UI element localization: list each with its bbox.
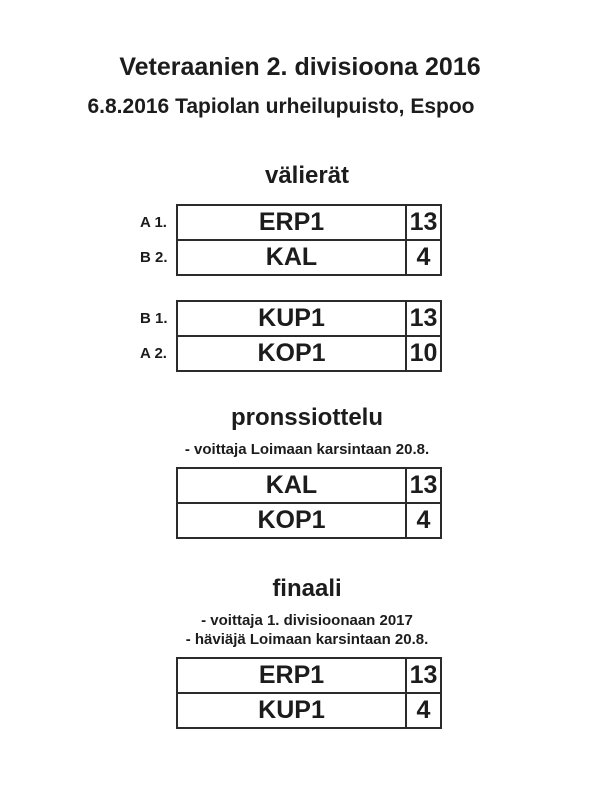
team-name-cell: KOP1 [178,504,407,537]
match-row-box [176,239,442,276]
team-name-cell: KAL [178,469,407,502]
match-row-box [176,657,442,694]
match-row [0,657,600,694]
section-heading: finaali [272,575,342,602]
match-row [0,204,600,241]
match-row-box [176,502,442,539]
seed-label: B 2. [140,249,168,266]
match-row [0,502,600,539]
team-name-cell: ERP1 [178,206,407,239]
section-heading: välierät [264,162,350,189]
bracket-section [0,162,600,372]
match-table [0,204,600,276]
match-table [0,657,600,729]
section-note: - häviäjä Loimaan karsintaan 20.8. [185,631,429,648]
match-row [0,239,600,276]
match-row [0,692,600,729]
score-cell: 4 [416,506,431,534]
page-subtitle: 6.8.2016 Tapiolan urheilupuisto, Espoo [87,95,475,118]
team-name-cell: ERP1 [178,659,407,692]
team-name-cell: KAL [178,241,407,274]
match-row [0,335,600,372]
match-row-box [176,300,442,337]
match-row-box [176,335,442,372]
match-row-box [176,692,442,729]
seed-label [140,657,176,694]
bracket-section [0,404,600,539]
match-row-box [176,204,442,241]
score-cell: 10 [409,339,438,367]
section-matches [0,204,600,372]
team-name-cell: KUP1 [178,694,407,727]
section-note: - voittaja Loimaan karsintaan 20.8. [184,441,430,458]
section-heading: pronssiottelu [230,404,383,431]
seed-label [140,467,176,504]
section-notes [0,440,600,459]
match-row [0,300,600,337]
score-cell: 13 [409,304,438,332]
match-table [0,467,600,539]
score-cell: 13 [409,471,438,499]
score-cell: 4 [416,243,431,271]
score-cell: 4 [416,696,431,724]
seed-label: B 1. [140,310,168,327]
bracket-sections [0,162,600,729]
team-name-cell: KUP1 [178,302,407,335]
section-notes [0,611,600,649]
section-matches [0,467,600,539]
team-name-cell: KOP1 [178,337,407,370]
bracket-section [0,575,600,729]
score-cell: 13 [409,661,438,689]
page-title: Veteraanien 2. divisioona 2016 [119,53,481,81]
match-row [0,467,600,504]
score-cell: 13 [409,208,438,236]
seed-label [140,692,176,729]
seed-label [140,502,176,539]
match-table [0,300,600,372]
seed-label: A 2. [140,345,167,362]
section-note: - voittaja 1. divisioonaan 2017 [201,612,413,629]
match-row-box [176,467,442,504]
section-matches [0,657,600,729]
seed-label: A 1. [140,214,167,231]
